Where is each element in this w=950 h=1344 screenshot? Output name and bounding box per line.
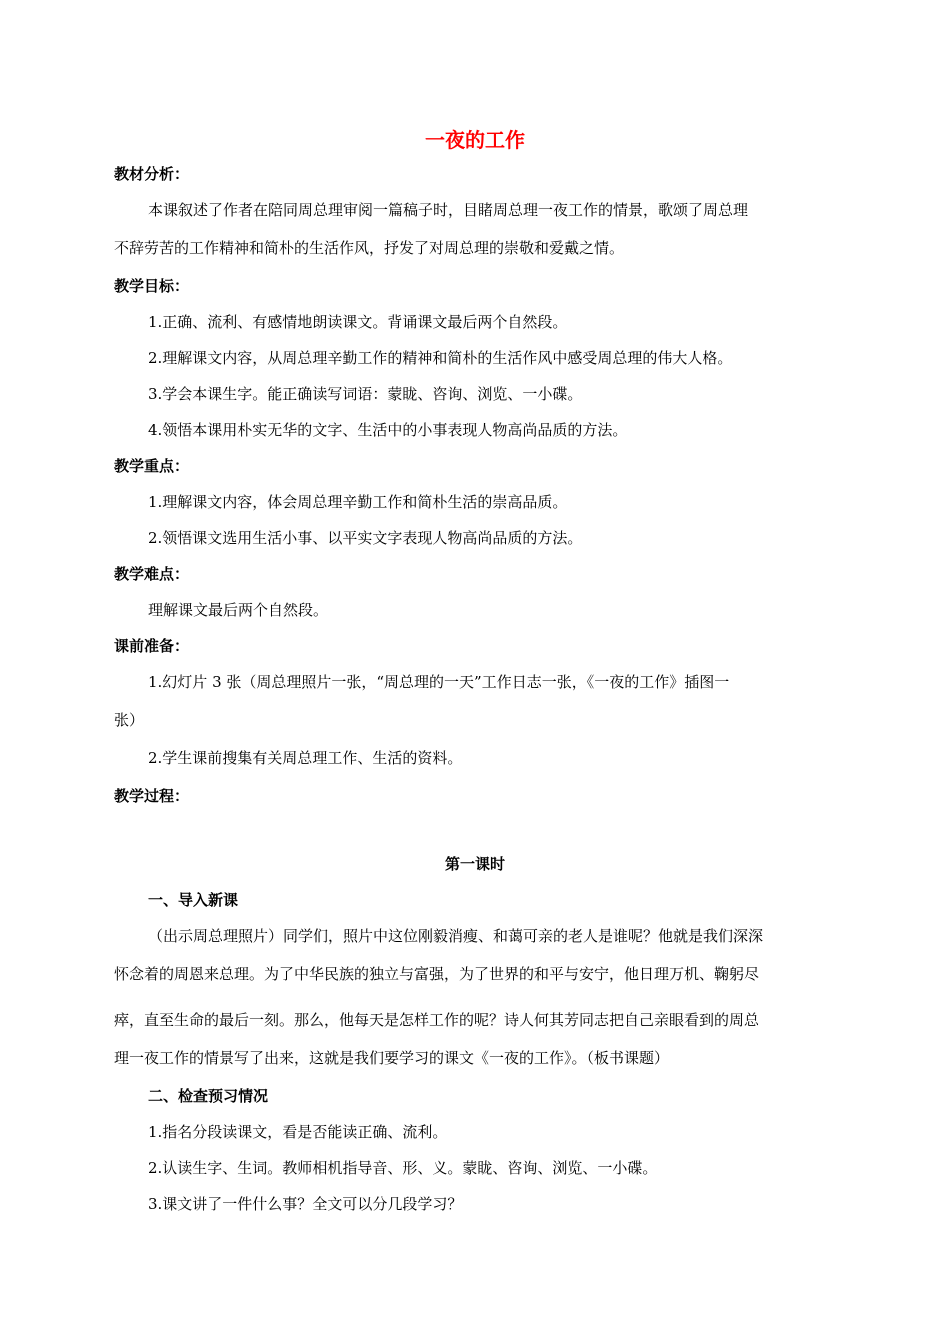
section-heading-analysis: 教材分析： [114, 165, 190, 183]
preparation-item: 2.学生课前搜集有关周总理工作、生活的资料。 [148, 749, 463, 767]
goal-item: 3.学会本课生字。能正确读写词语：蒙眬、咨询、浏览、一小碟。 [148, 385, 583, 403]
intro-paragraph-line: （出示周总理照片）同学们，照片中这位刚毅消瘦、和蔼可亲的老人是谁呢？他就是我们深深 [148, 927, 764, 945]
goal-item: 1.正确、流利、有感情地朗读课文。背诵课文最后两个自然段。 [148, 313, 568, 331]
analysis-paragraph-line: 本课叙述了作者在陪同周总理审阅一篇稿子时，目睹周总理一夜工作的情景，歌颂了周总理 [148, 201, 749, 219]
lesson-title: 第一课时 [444, 855, 505, 873]
section-heading-preparation: 课前准备： [114, 637, 190, 655]
preview-check-item: 3.课文讲了一件什么事？全文可以分几段学习？ [148, 1195, 463, 1213]
intro-paragraph-line: 瘁，直至生命的最后一刻。那么，他每天是怎样工作的呢？诗人何其芳同志把自己亲眼看到的周总 [114, 1011, 760, 1029]
lesson-part-heading: 二、检查预习情况 [148, 1087, 269, 1105]
section-heading-goals: 教学目标： [114, 277, 190, 295]
goal-item: 2.理解课文内容，从周总理辛勤工作的精神和简朴的生活作风中感受周总理的伟大人格。 [148, 349, 733, 367]
section-heading-process: 教学过程： [114, 787, 190, 805]
intro-paragraph-line: 理一夜工作的情景写了出来，这就是我们要学习的课文《一夜的工作》。（板书课题） [114, 1049, 670, 1067]
preview-check-item: 1.指名分段读课文，看是否能读正确、流利。 [148, 1123, 448, 1141]
section-heading-key-points: 教学重点： [114, 457, 190, 475]
key-point-item: 2.领悟课文选用生活小事、以平实文字表现人物高尚品质的方法。 [148, 529, 583, 547]
document-title: 一夜的工作 [425, 128, 525, 152]
section-heading-difficulties: 教学难点： [114, 565, 190, 583]
preparation-item-continued: 张） [114, 711, 145, 729]
goal-item: 4.领悟本课用朴实无华的文字、生活中的小事表现人物高尚品质的方法。 [148, 421, 628, 439]
preparation-item: 1.幻灯片 3 张（周总理照片一张，“周总理的一天”工作日志一张，《一夜的工作》插图一 [148, 673, 730, 691]
lesson-part-heading: 一、导入新课 [148, 891, 239, 909]
intro-paragraph-line: 怀念着的周恩来总理。为了中华民族的独立与富强，为了世界的和平与安宁，他日理万机、鞠躬尽 [114, 965, 760, 983]
key-point-item: 1.理解课文内容，体会周总理辛勤工作和简朴生活的崇高品质。 [148, 493, 568, 511]
preview-check-item: 2.认读生字、生词。教师相机指导音、形、义。蒙眬、咨询、浏览、一小碟。 [148, 1159, 658, 1177]
difficulty-text: 理解课文最后两个自然段。 [148, 601, 329, 619]
analysis-paragraph-line: 不辞劳苦的工作精神和简朴的生活作风，抒发了对周总理的崇敬和爱戴之情。 [114, 239, 625, 257]
